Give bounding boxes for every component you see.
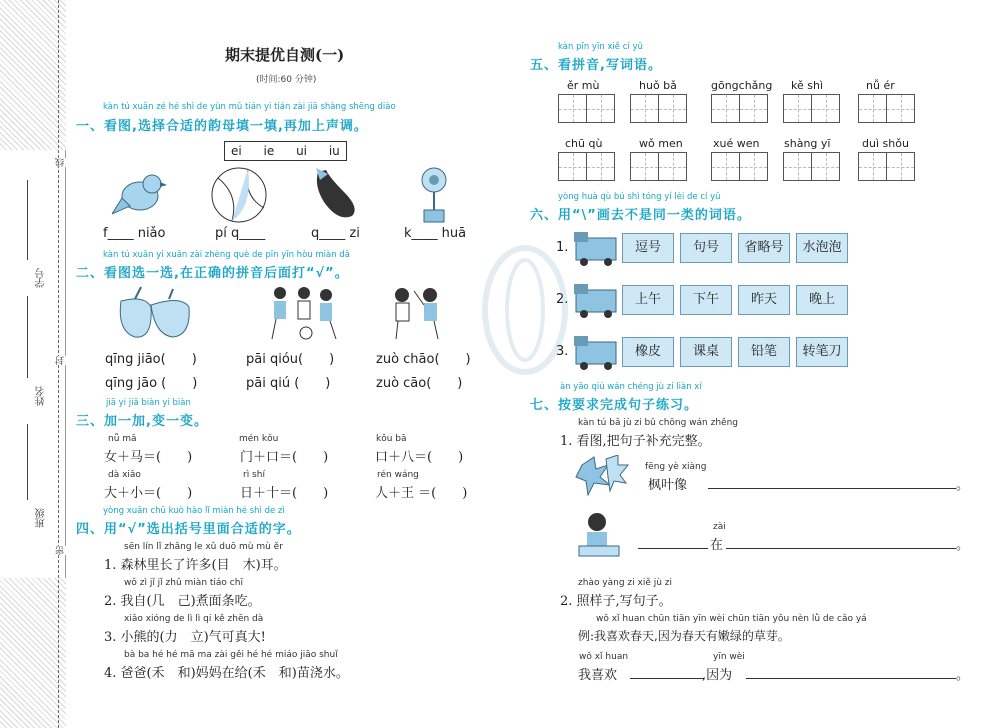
s5-word-pinyin: ěr mù (567, 79, 600, 92)
s3-equation[interactable]: 女＋马＝( ) (104, 450, 193, 465)
s4-item-pinyin: wǒ zì jǐ jǐ zhǔ miàn tiáo chī (124, 578, 243, 588)
s7-a2-label: 在 (710, 538, 724, 553)
s4-item-pinyin: sēn lín lǐ zhǎng le xǔ duō mù mù ěr (124, 542, 283, 552)
s5-word-pinyin: xué wen (713, 137, 760, 150)
s3-equation[interactable]: 门＋口＝( ) (240, 450, 329, 465)
s1-blank-3[interactable]: q____ zi (311, 226, 360, 241)
name-line (27, 296, 28, 378)
s4-item-pinyin: bà ba hé hé mā ma zài gěi hé hé miáo jiāo shuǐ (124, 650, 338, 660)
s7-a1-label: 枫叶像 (648, 478, 688, 493)
s5-word-pinyin: gōngchǎng (711, 79, 773, 92)
s4-sentence[interactable]: 4. 爸爸(禾 和)妈妈在给(禾 和)苗浇水。 (104, 666, 349, 681)
write-grid[interactable] (558, 94, 614, 123)
s3-item-pinyin: dà xiǎo (108, 470, 141, 480)
s2-heading: 二、看图选一选,在正确的拼音后面打“√”。 (76, 266, 349, 281)
word-car[interactable]: 橡皮 (622, 337, 674, 367)
write-grid[interactable] (630, 94, 686, 123)
write-grid[interactable] (630, 152, 686, 181)
exercise-icon (388, 285, 444, 341)
s5-word-pinyin: wǒ men (639, 137, 683, 150)
s3-item-pinyin: nǚ mǎ (108, 434, 137, 444)
write-grid[interactable] (711, 94, 767, 123)
s7-a3-because: ,因为 (702, 668, 733, 683)
answer-line[interactable] (746, 678, 956, 679)
word-car[interactable]: 下午 (680, 285, 732, 315)
s5-pinyin: kàn pīn yīn xiě cí yǔ (558, 42, 643, 52)
s4-sentence[interactable]: 3. 小熊的(力 立)气可真大! (104, 630, 266, 645)
s7-a1-pinyin: fēng yè xiàng (645, 462, 707, 472)
sentence-end: 。 (956, 478, 970, 493)
s7-example-pinyin: wǒ xǐ huan chūn tiān yīn wèi chūn tiān yǒu nèn lǜ de cǎo yá (596, 614, 867, 624)
s1-pinyin: kàn tú xuǎn zé hé shì de yùn mǔ tián yi tián zài jiā shàng shēng diào (103, 102, 396, 112)
s6-pinyin: yòng huà qù bú shì tóng yí lèi de cí yǔ (558, 192, 721, 202)
s5-word-pinyin: huǒ bǎ (639, 79, 677, 92)
word-car[interactable]: 逗号 (622, 233, 674, 263)
word-car[interactable]: 昨天 (738, 285, 790, 315)
s7-q2-pinyin: zhào yàng zi xiě jù zi (578, 578, 673, 588)
write-grid[interactable] (858, 94, 914, 123)
word-car[interactable]: 省略号 (738, 233, 790, 263)
s1-heading: 一、看图,选择合适的韵母填一填,再加上声调。 (76, 119, 368, 134)
pepper-icon (115, 285, 193, 340)
s3-pinyin: jiā yi jiā biàn yi biàn (106, 398, 191, 408)
cut-label-seal2: 密 (56, 546, 66, 555)
word-car[interactable]: 句号 (680, 233, 732, 263)
word-car[interactable]: 铅笔 (738, 337, 790, 367)
name-label: 姓名 (36, 386, 47, 406)
s2-pinyin: kàn tú xuǎn yi xuǎn zài zhèng què de pīn yīn hòu miàn dǎ (103, 250, 350, 260)
cut-label-seal: 封 (56, 356, 66, 365)
s3-item-pinyin: rén wáng (377, 470, 419, 480)
write-grid[interactable] (858, 152, 914, 181)
student-number-label: 学号 (36, 268, 47, 288)
children-playing-icon (266, 285, 342, 341)
s1-options-box: ei ie ui iu (224, 141, 347, 161)
eggplant-icon (310, 166, 360, 224)
s3-equation[interactable]: 口＋八＝( ) (375, 450, 464, 465)
s4-pinyin: yòng xuǎn chū kuò hào lǐ miàn hé shì de zì (103, 506, 285, 516)
s4-sentence[interactable]: 1. 森林里长了许多(目 木)耳。 (104, 558, 287, 573)
write-grid[interactable] (783, 94, 839, 123)
s4-heading: 四、用“√”选出括号里面合适的字。 (76, 522, 301, 537)
s7-heading: 七、按要求完成句子练习。 (530, 398, 699, 413)
word-car[interactable]: 晚上 (796, 285, 848, 315)
answer-line[interactable] (726, 548, 956, 549)
s2-option[interactable]: zuò chāo( ) (376, 352, 471, 367)
write-grid[interactable] (558, 152, 614, 181)
student-number-line (27, 180, 28, 260)
sentence-end: 。 (956, 668, 970, 683)
s6-heading: 六、用“\”画去不是同一类的词语。 (530, 208, 751, 223)
write-grid[interactable] (711, 152, 767, 181)
s7-q2: 2. 照样子,写句子。 (560, 594, 672, 609)
boy-writing-icon (577, 512, 621, 558)
s7-q1-pinyin: kàn tú bǎ jù zi bǔ chōng wán zhěng (578, 418, 739, 428)
s1-blank-4[interactable]: k____ huā (404, 226, 467, 241)
word-car[interactable]: 上午 (622, 285, 674, 315)
class-label: 班级 (36, 508, 47, 528)
hatch-bottom (0, 578, 66, 728)
s1-blank-1[interactable]: f____ niǎo (103, 226, 166, 241)
s3-item-pinyin: kǒu bā (376, 434, 407, 444)
s7-a3-label: 我喜欢 (578, 668, 618, 683)
answer-line[interactable] (638, 548, 708, 549)
s7-a2-pinyin: zài (713, 522, 726, 532)
s7-pinyin: àn yāo qiú wán chéng jù zi liàn xí (560, 382, 702, 392)
train-row (556, 230, 856, 270)
s5-word-pinyin: shàng yī (784, 137, 831, 150)
cut-label-line: 线 (56, 158, 66, 167)
bird-icon (112, 166, 167, 221)
ball-icon (208, 166, 270, 224)
s3-heading: 三、加一加,变一变。 (76, 414, 208, 429)
train-number: 2. (556, 292, 569, 307)
s7-a3-pinyin-2: yīn wèi (713, 652, 745, 662)
word-car[interactable]: 水泡泡 (796, 233, 848, 263)
word-car[interactable]: 转笔刀 (796, 337, 848, 367)
s4-item-pinyin: xiǎo xióng de lì lì qi kě zhēn dà (124, 614, 264, 624)
s5-word-pinyin: kě shì (791, 79, 824, 92)
s5-heading: 五、看拼音,写词语。 (530, 58, 662, 73)
train-number: 3. (556, 344, 569, 359)
binding-margin (0, 0, 66, 728)
s3-equation[interactable]: 人＋王 ＝( ) (375, 486, 468, 501)
s7-q1: 1. 看图,把句子补充完整。 (560, 434, 711, 449)
s7-example: 例:我喜欢春天,因为春天有嫩绿的草芽。 (578, 629, 790, 643)
page-subtitle: (时间:60 分钟) (256, 75, 317, 85)
s7-a3-pinyin: wǒ xǐ huan (579, 652, 629, 662)
s3-item-pinyin: mén kǒu (239, 434, 279, 444)
s2-option[interactable]: pāi qiú ( ) (246, 376, 331, 391)
word-car[interactable]: 课桌 (680, 337, 732, 367)
publisher-watermark (470, 240, 580, 380)
s5-word-pinyin: chū qù (565, 137, 603, 150)
s3-equation[interactable]: 大＋小＝( ) (104, 486, 193, 501)
maple-leaves-icon (574, 455, 630, 497)
s2-option[interactable]: qīng jāo ( ) (105, 376, 198, 391)
sentence-end: 。 (956, 538, 970, 553)
hatch-top (0, 0, 66, 150)
s5-word-pinyin: nǚ ér (866, 79, 895, 92)
s3-item-pinyin: rì shí (243, 470, 265, 480)
train-row (556, 282, 856, 322)
train-row (556, 334, 856, 374)
class-line (27, 424, 28, 500)
train-number: 1. (556, 240, 569, 255)
answer-line[interactable] (630, 678, 704, 679)
answer-line[interactable] (708, 488, 956, 489)
s1-blank-2[interactable]: pí q____ (215, 226, 266, 241)
s5-word-pinyin: duì shǒu (862, 137, 909, 150)
write-grid[interactable] (783, 152, 839, 181)
s4-sentence[interactable]: 2. 我自(几 己)煮面条吃。 (104, 594, 261, 609)
s2-option[interactable]: zuò cāo( ) (376, 376, 463, 391)
s2-option[interactable]: qīng jiāo( ) (105, 352, 197, 367)
s3-equation[interactable]: 日＋十＝( ) (240, 486, 329, 501)
s2-option[interactable]: pāi qióu( ) (246, 352, 335, 367)
sunflower-icon (414, 166, 454, 224)
page-title: 期末提优自测(一) (225, 46, 345, 64)
